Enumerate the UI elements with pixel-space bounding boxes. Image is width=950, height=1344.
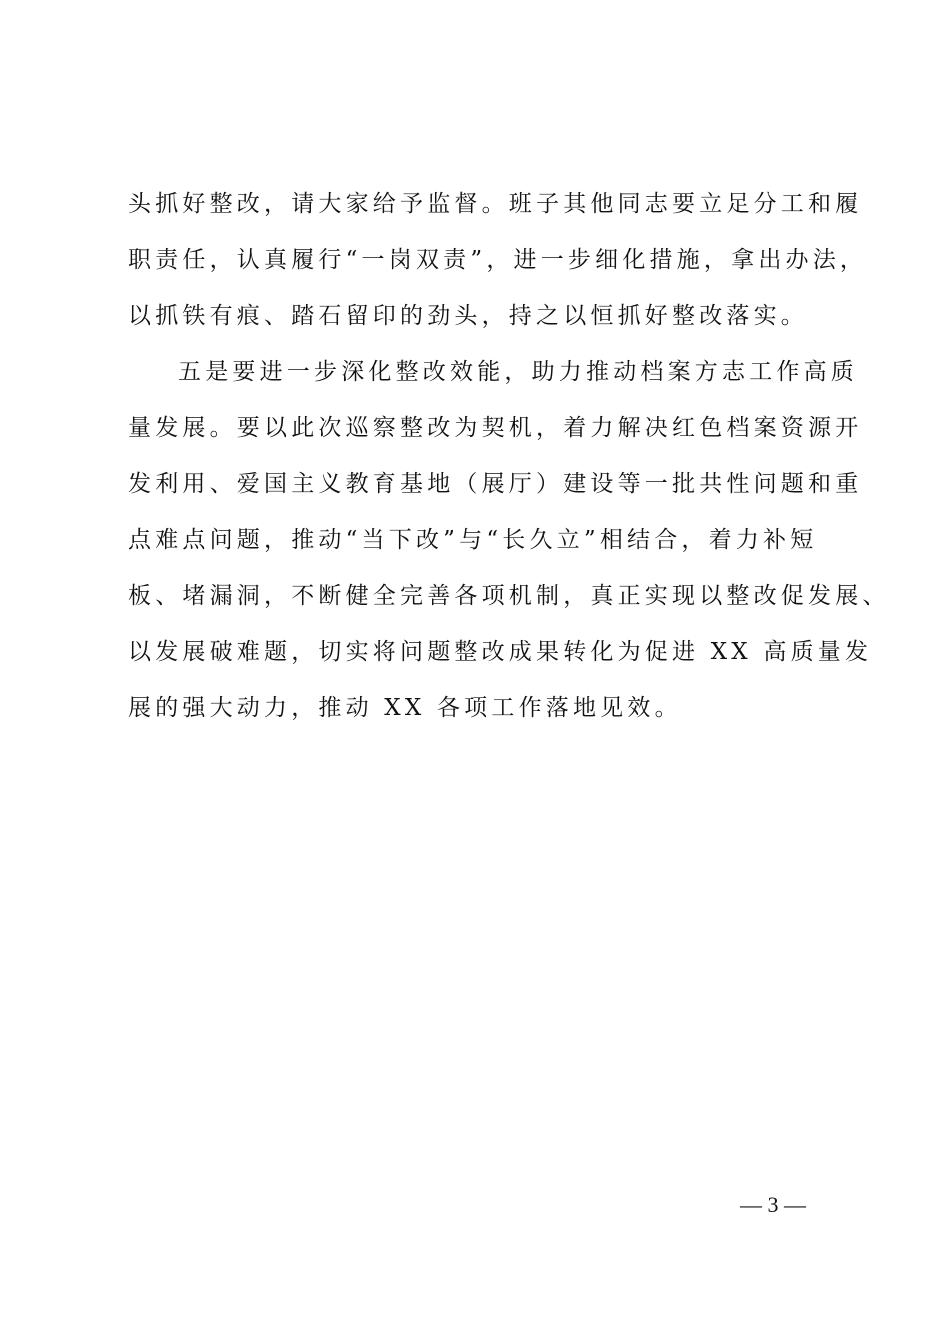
text-line: 以抓铁有痕、踏石留印的劲头，持之以恒抓好整改落实。 <box>128 303 808 329</box>
paragraph-point-five <box>128 344 890 736</box>
text-line: 头抓好整改，请大家给予监督。班子其他同志要立足分工和履 <box>128 191 863 217</box>
body-text <box>128 176 890 736</box>
text-line: 五是要进一步深化整改效能，助力推动档案方志工作高质 <box>178 359 858 385</box>
text-line: 点难点问题，推动“当下改”与“长久立”相结合，着力补短 <box>128 527 818 553</box>
text-line: 量发展。要以此次巡察整改为契机，着力解决红色档案资源开 <box>128 415 863 441</box>
text-line: 发利用、爱国主义教育基地（展厅）建设等一批共性问题和重 <box>128 471 863 497</box>
text-line: 以发展破难题，切实将问题整改成果转化为促进 XX 高质量发 <box>128 639 873 665</box>
text-line: 板、堵漏洞，不断健全完善各项机制，真正实现以整改促发展、 <box>128 583 890 609</box>
paragraph-continuation <box>128 176 868 344</box>
text-line: 职责任，认真履行“一岗双责”，进一步细化措施，拿出办法， <box>128 247 868 273</box>
page-number: — 3 — <box>740 1192 806 1217</box>
text-line: 展的强大动力，推动 XX 各项工作落地见效。 <box>128 695 682 721</box>
